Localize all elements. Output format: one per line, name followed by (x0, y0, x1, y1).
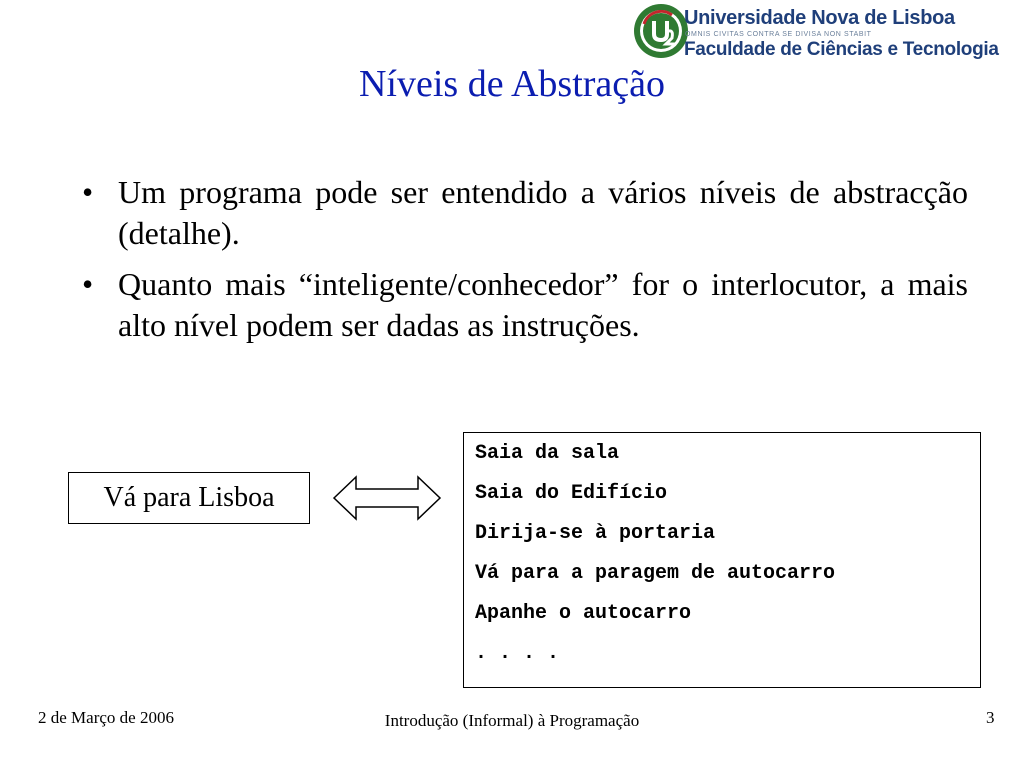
footer-date: 2 de Março de 2006 (38, 708, 174, 727)
university-wordmark (684, 4, 1020, 64)
slide-number: 3 (986, 708, 995, 727)
bullet-list (76, 172, 968, 356)
step-item: Dirija-se à portaria (475, 522, 716, 545)
step-item: Apanhe o autocarro (475, 602, 692, 625)
slide-title: Níveis de Abstração (358, 63, 666, 105)
double-headed-arrow-icon (332, 474, 442, 522)
bullet-marker: • (82, 265, 94, 302)
bullet-marker: • (82, 174, 94, 210)
high-level-instruction-box (68, 472, 310, 524)
footer-course-title: Introdução (Informal) à Programação (384, 711, 640, 730)
step-item: Saia do Edifício (475, 482, 668, 505)
bullet-text: Um programa pode ser entendido a vários níveis de abstracção (detalhe). (118, 174, 968, 251)
step-item: Saia da sala (475, 442, 620, 465)
bullet-text: Quanto mais “inteligente/conhecedor” for o interlocutor, a mais alto nível podem ser dadas as instruções. (118, 265, 968, 343)
step-item: Vá para a paragem de autocarro (475, 562, 836, 585)
bullet-item (76, 172, 968, 254)
high-level-instruction: Vá para Lisboa (103, 482, 275, 513)
step-ellipsis: . . . . (475, 642, 560, 665)
detailed-steps-box (463, 432, 981, 688)
faculty-name: Faculdade de Ciências e Tecnologia (684, 39, 999, 60)
university-name: Universidade Nova de Lisboa (684, 7, 955, 29)
university-seal-icon (632, 2, 690, 60)
university-motto: OMNIS CIVITAS CONTRA SE DIVISA NON STABIT (685, 31, 872, 38)
university-logo (632, 2, 1020, 64)
bullet-item (76, 264, 968, 346)
